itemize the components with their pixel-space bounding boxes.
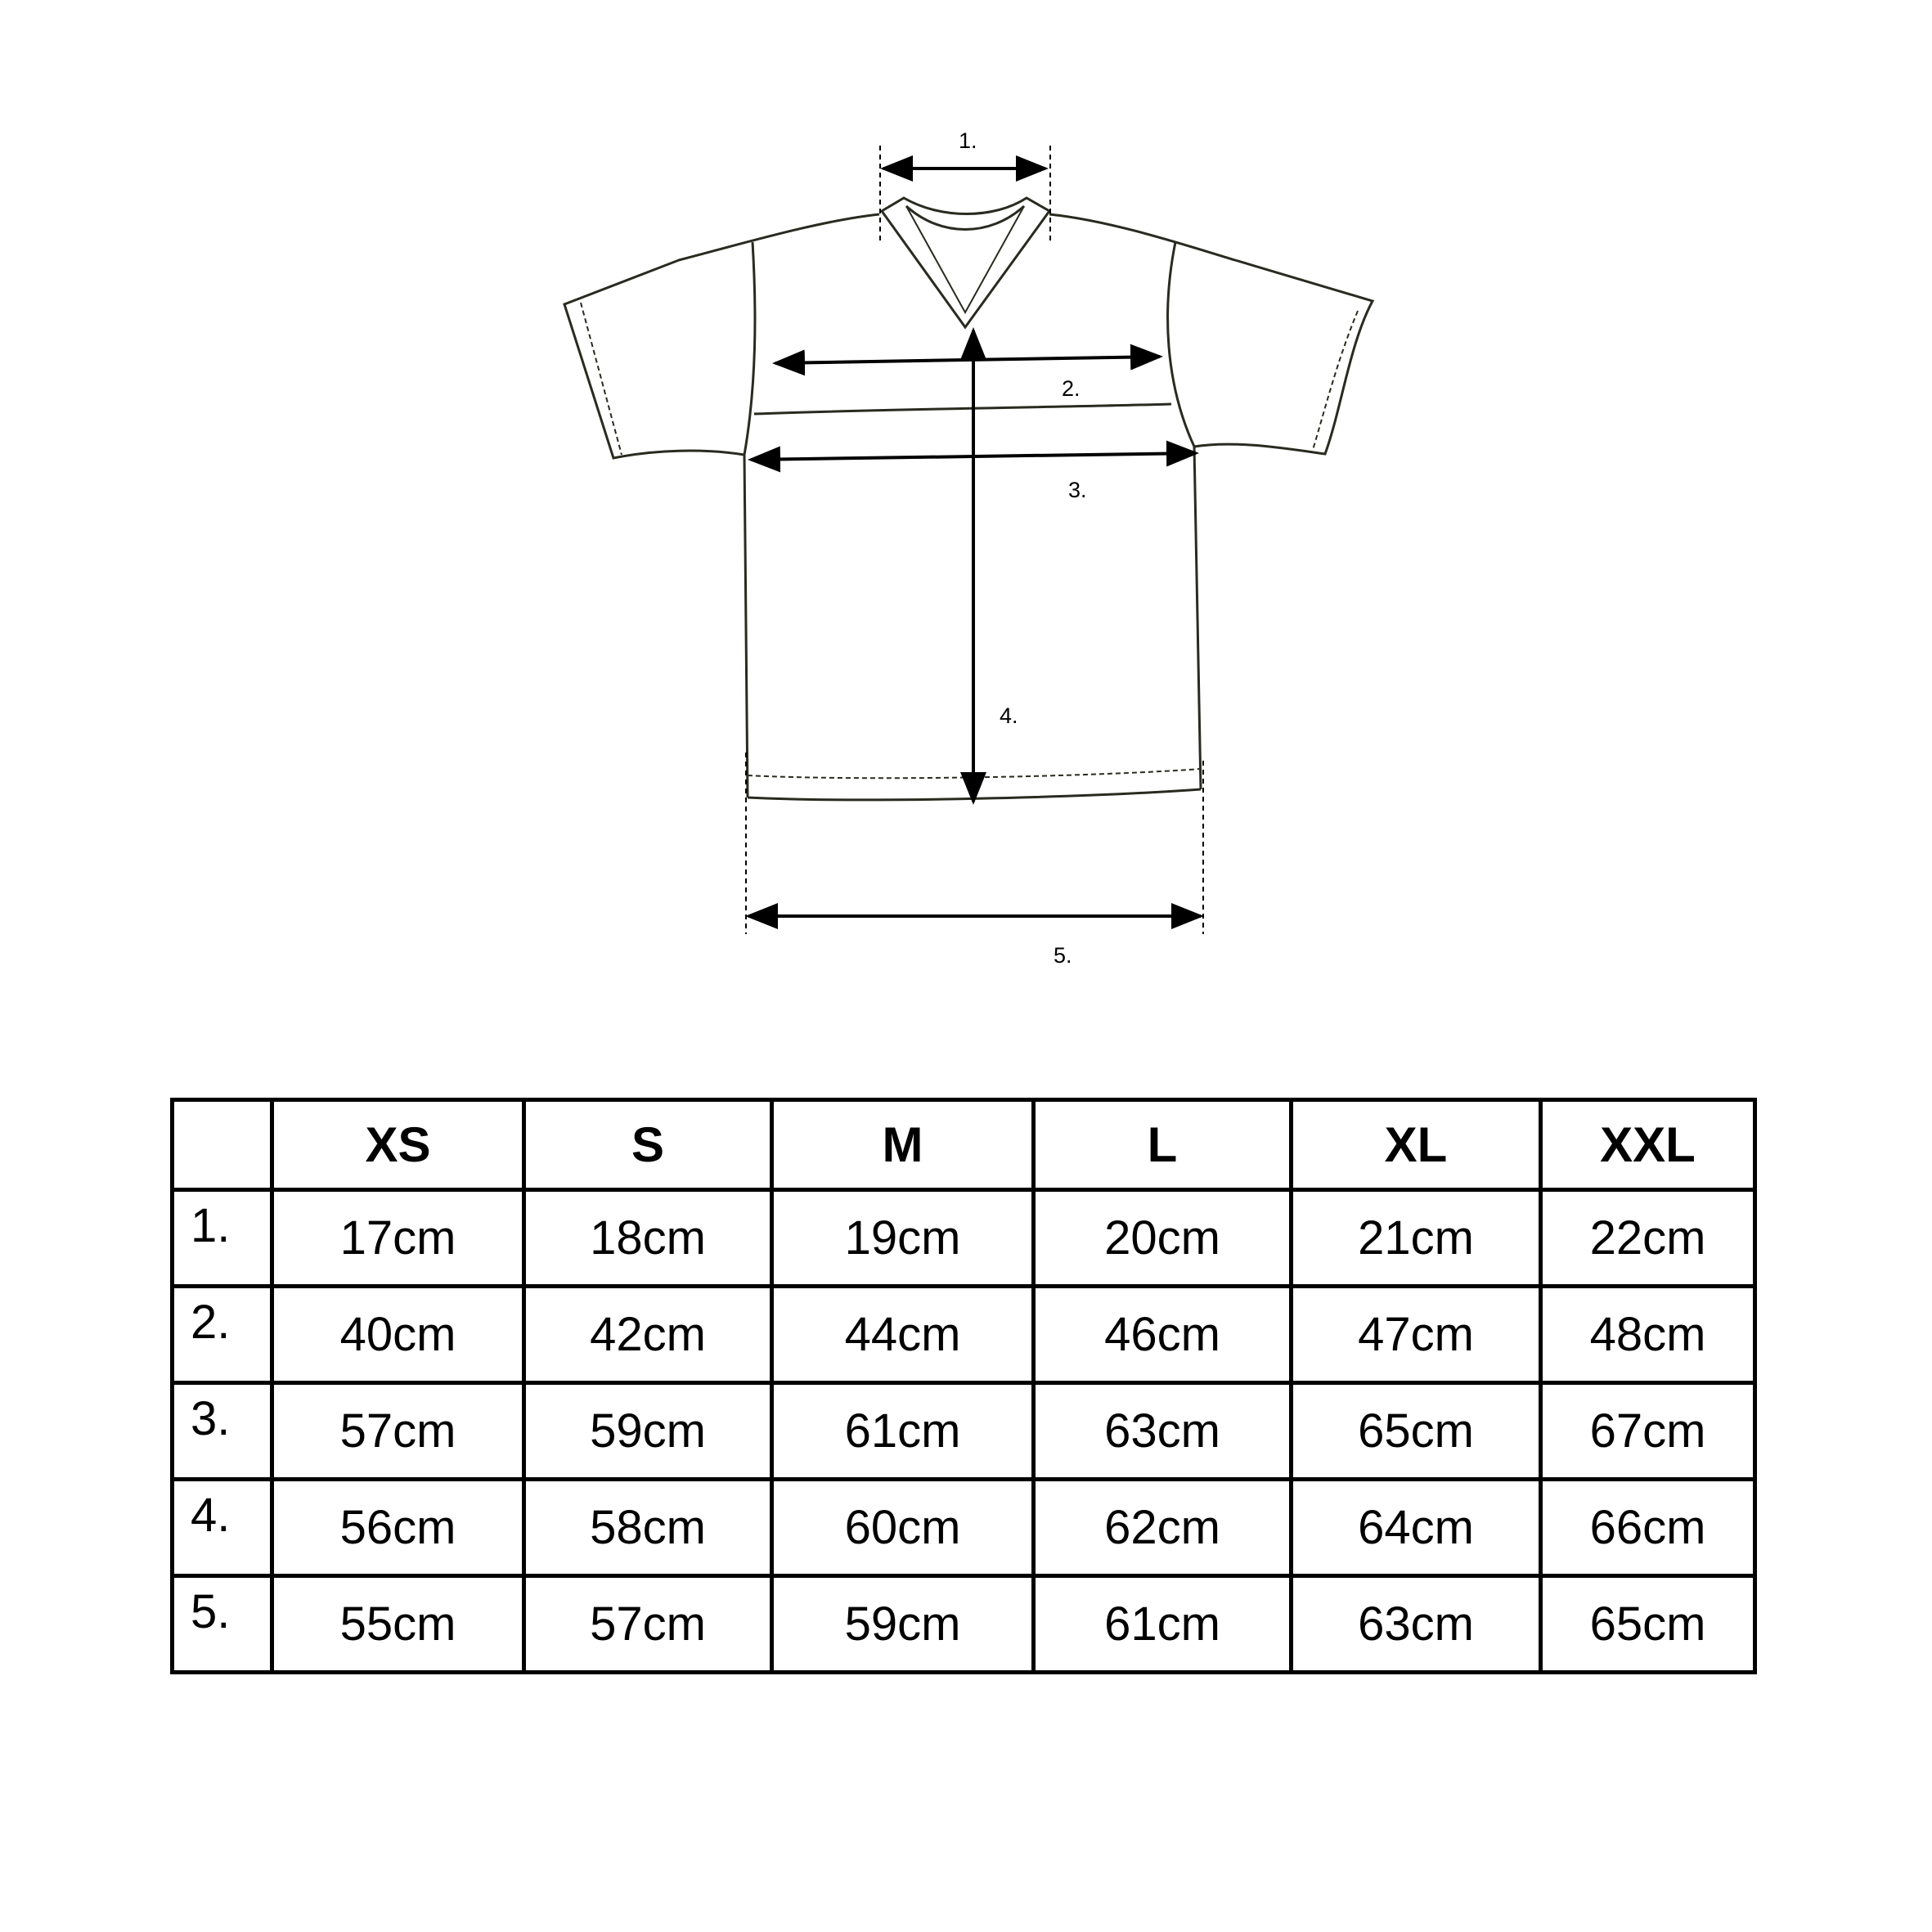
table-cell: 46cm (1034, 1287, 1292, 1383)
table-row (173, 1190, 1755, 1287)
measure-label-2: 2. (1062, 376, 1081, 401)
table-cell: 21cm (1292, 1190, 1541, 1287)
table-cell: 17cm (272, 1190, 524, 1287)
table-cell: 60cm (772, 1480, 1034, 1576)
table-cell: 59cm (772, 1576, 1034, 1673)
measure-label-5: 5. (1054, 943, 1072, 968)
table-cell: 48cm (1541, 1287, 1755, 1383)
measure-label-1: 1. (959, 128, 977, 153)
table-cell: 22cm (1541, 1190, 1755, 1287)
size-header-l: L (1034, 1100, 1292, 1190)
table-cell: 42cm (524, 1287, 772, 1383)
table-cell: 63cm (1034, 1383, 1292, 1480)
row-label: 2. (173, 1287, 272, 1383)
table-cell: 61cm (772, 1383, 1034, 1480)
table-cell: 64cm (1292, 1480, 1541, 1576)
table-cell: 61cm (1034, 1576, 1292, 1673)
size-chart-table (170, 1098, 1757, 1674)
row-label: 3. (173, 1383, 272, 1480)
row-label: 4. (173, 1480, 272, 1576)
table-row (173, 1576, 1755, 1673)
table-row (173, 1480, 1755, 1576)
table-cell: 56cm (272, 1480, 524, 1576)
table-cell: 47cm (1292, 1287, 1541, 1383)
table-cell: 44cm (772, 1287, 1034, 1383)
size-header-xxl: XXL (1541, 1100, 1755, 1190)
table-cell: 57cm (272, 1383, 524, 1480)
table-row (173, 1287, 1755, 1383)
measure-arrows (748, 168, 1201, 916)
table-cell: 67cm (1541, 1383, 1755, 1480)
row-label: 1. (173, 1190, 272, 1287)
size-header-row (173, 1100, 1755, 1190)
table-cell: 63cm (1292, 1576, 1541, 1673)
table-cell: 18cm (524, 1190, 772, 1287)
table-cell: 19cm (772, 1190, 1034, 1287)
table-cell: 57cm (524, 1576, 772, 1673)
table-cell: 62cm (1034, 1480, 1292, 1576)
measure-label-4: 4. (1000, 703, 1018, 728)
row-label: 5. (173, 1576, 272, 1673)
size-header-s: S (524, 1100, 772, 1190)
table-cell: 20cm (1034, 1190, 1292, 1287)
table-cell: 58cm (524, 1480, 772, 1576)
tshirt-outline (564, 198, 1373, 800)
table-cell: 65cm (1541, 1576, 1755, 1673)
table-cell: 59cm (524, 1383, 772, 1480)
size-header-m: M (772, 1100, 1034, 1190)
corner-cell (173, 1100, 272, 1190)
size-header-xs: XS (272, 1100, 524, 1190)
table-cell: 66cm (1541, 1480, 1755, 1576)
arrow-2 (775, 357, 1160, 363)
size-header-xl: XL (1292, 1100, 1541, 1190)
measure-label-3: 3. (1068, 478, 1087, 502)
table-row (173, 1383, 1755, 1480)
table-cell: 40cm (272, 1287, 524, 1383)
table-cell: 55cm (272, 1576, 524, 1673)
table-cell: 65cm (1292, 1383, 1541, 1480)
